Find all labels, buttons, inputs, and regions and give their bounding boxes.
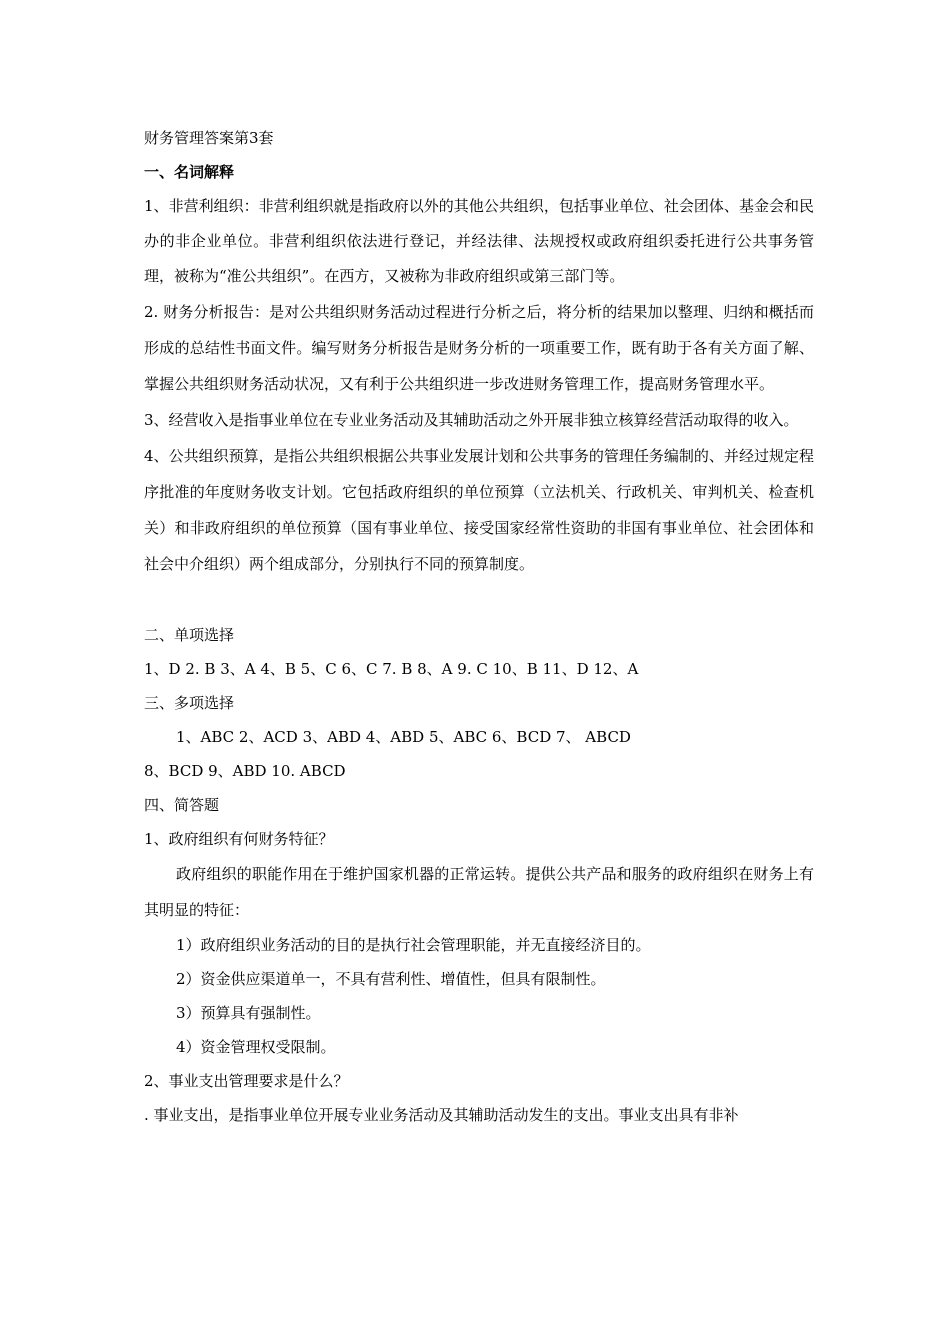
question-1-intro: 政府组织的职能作用在于维护国家机器的正常运转。提供公共产品和服务的政府组织在财务上有其明显的特征： xyxy=(144,865,814,919)
question-2: 2、事业支出管理要求是什么？ xyxy=(144,1072,349,1090)
question-1-point: 4）资金管理权受限制。 xyxy=(176,1038,336,1056)
multiple-choice-answers-line2: 8、BCD 9、ABD 10. ABCD xyxy=(144,762,346,780)
question-2-answer-text: . 事业支出，是指事业单位开展专业业务活动及其辅助活动发生的支出。事业支出具有非补 xyxy=(144,1106,739,1124)
term-nonprofit-organization: 1、非营利组织：非营利组织就是指政府以外的其他公共组织，包括事业单位、社会团体、基金会和民办的非企业单位。非营利组织依法进行登记，并经法律、法规授权或政府组织委托进行公共事务管理，被称为“准公共组织”。在西方，又被称为非政府组织或第三部门等。 xyxy=(144,197,814,285)
blank-line xyxy=(144,582,814,618)
section-heading-multiple-choice: 三、多项选择 xyxy=(144,694,235,712)
question-1: 1、政府组织有何财务特征？ xyxy=(144,830,334,848)
term-financial-analysis-report: 2. 财务分析报告：是对公共组织财务活动过程进行分析之后，将分析的结果加以整理、归纳和概括而形成的总结性书面文件。编写财务分析报告是财务分析的一项重要工作，既有助于各有关方面了解、掌握公共组织财务活动状况，又有利于公共组织进一步改进财务管理工作，提高财务管理水平。 xyxy=(144,303,814,393)
section-heading-terms: 一、名词解释 xyxy=(144,163,235,181)
question-1-point: 3）预算具有强制性。 xyxy=(176,1004,321,1022)
multiple-choice-answers-line1: 1、ABC 2、ACD 3、ABD 4、ABD 5、ABC 6、BCD 7、 ABCD xyxy=(176,728,631,746)
section-heading-short-answer: 四、简答题 xyxy=(144,796,220,814)
question-1-point: 2）资金供应渠道单一，不具有营利性、增值性，但具有限制性。 xyxy=(176,970,606,988)
document-title: 财务管理答案第3套 xyxy=(144,129,274,147)
term-public-organization-budget: 4、公共组织预算，是指公共组织根据公共事业发展计划和公共事务的管理任务编制的、并经过规定程序批准的年度财务收支计划。它包括政府组织的单位预算（立法机关、行政机关、审判机关、检查机关）和非政府组织的单位预算（国有事业单位、接受国家经常性资助的非国有事业单位、社会团体和社会中介组织）两个组成部分，分别执行不同的预算制度。 xyxy=(144,447,814,573)
question-1-point: 1）政府组织业务活动的目的是执行社会管理职能，并无直接经济目的。 xyxy=(176,936,651,954)
document-body xyxy=(144,121,814,1132)
section-heading-single-choice: 二、单项选择 xyxy=(144,626,235,644)
single-choice-answers: 1、D 2. B 3、A 4、B 5、C 6、C 7. B 8、A 9. C 10、B 11、D 12、A xyxy=(144,660,639,678)
term-operating-income: 3、经营收入是指事业单位在专业业务活动及其辅助活动之外开展非独立核算经营活动取得的收入。 xyxy=(144,411,799,429)
